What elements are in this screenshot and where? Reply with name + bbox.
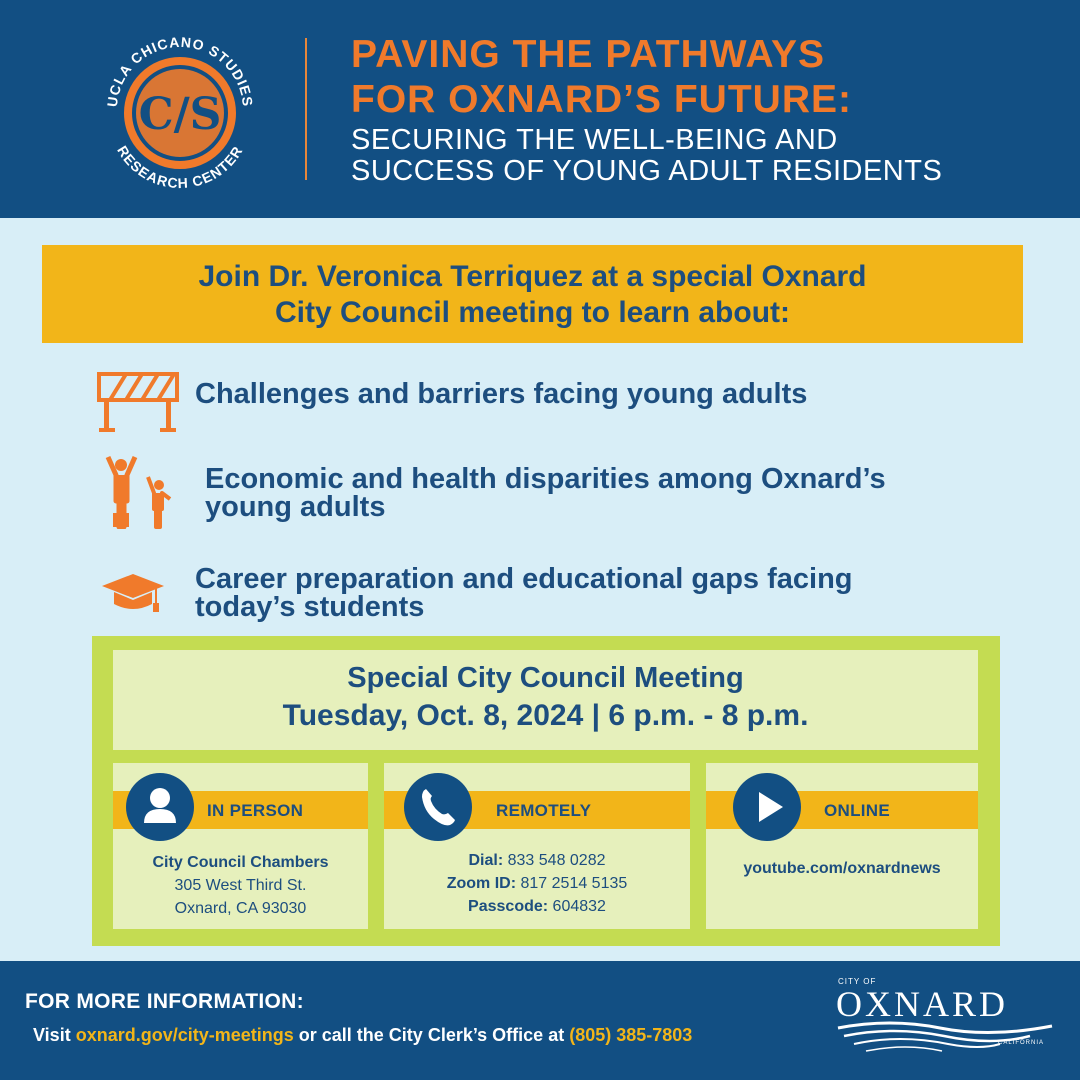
city-of-oxnard-logo [830, 972, 1060, 1062]
play-icon [733, 773, 801, 841]
online-details [706, 857, 978, 880]
svg-text:RESEARCH CENTER: RESEARCH CENTER [114, 142, 246, 192]
city-meetings-link[interactable]: oxnard.gov/city-meetings [75, 1025, 294, 1045]
in-person-label: IN PERSON [207, 801, 304, 820]
online-card [706, 763, 978, 929]
subtitle-line-1: SECURING THE WELL-BEING AND [351, 124, 838, 156]
remote-details: Dial: 833 548 0282 Zoom ID: 817 2514 5135 Passcode: 604832 [446, 852, 628, 915]
svg-text:CALIFORNIA: CALIFORNIA [998, 1040, 1045, 1046]
youtube-link[interactable]: youtube.com/oxnardnews [743, 860, 941, 877]
meeting-date: Tuesday, Oct. 8, 2024 | 6 p.m. - 8 p.m. [282, 699, 809, 732]
remote-label: REMOTELY [496, 801, 592, 820]
remote-card [384, 763, 690, 929]
person-icon [126, 773, 194, 841]
graduation-cap-icon [100, 570, 166, 616]
meeting-title: Special City Council Meeting [347, 662, 744, 694]
in-person-details: City Council Chambers 305 West Third St. Oxnard, CA 93030 [152, 854, 329, 917]
svg-text:UCLA CHICANO STUDIES: UCLA CHICANO STUDIES [103, 33, 257, 108]
people-cheering-icon [104, 455, 178, 529]
svg-text:CITY OF: CITY OF [838, 977, 877, 986]
clerk-phone-number[interactable]: (805) 385-7803 [569, 1025, 693, 1045]
header-divider [305, 38, 307, 180]
svg-text:OXNARD: OXNARD [836, 984, 1009, 1024]
svg-text:C/S: C/S [138, 89, 222, 140]
invitation-banner [42, 245, 1023, 343]
footer-contact-line: Visit oxnard.gov/city-meetings or call the City Clerk’s Office at (805) 385-7803 [33, 1025, 693, 1045]
ucla-chicano-studies-logo [95, 25, 265, 195]
subtitle-line-2: SUCCESS OF YOUNG ADULT RESIDENTS [351, 155, 943, 187]
topic-3-text: Career preparation and educational gaps facing today’s students [195, 563, 853, 623]
meeting-header [113, 650, 978, 750]
title-line-1: PAVING THE PATHWAYS [351, 33, 826, 76]
banner-line-2: City Council meeting to learn about: [274, 296, 791, 329]
title-line-2: FOR OXNARD’S FUTURE: [351, 78, 852, 121]
topic-1-text: Challenges and barriers facing young adults [195, 378, 808, 410]
topic-2-text: Economic and health disparities among Oxnard’s young adults [205, 463, 886, 523]
phone-icon [404, 773, 472, 841]
barrier-icon [96, 368, 180, 434]
in-person-card [113, 763, 368, 929]
banner-line-1: Join Dr. Veronica Terriquez at a special Oxnard [198, 260, 867, 293]
online-label: ONLINE [824, 801, 891, 820]
footer-heading: FOR MORE INFORMATION: [25, 990, 304, 1013]
